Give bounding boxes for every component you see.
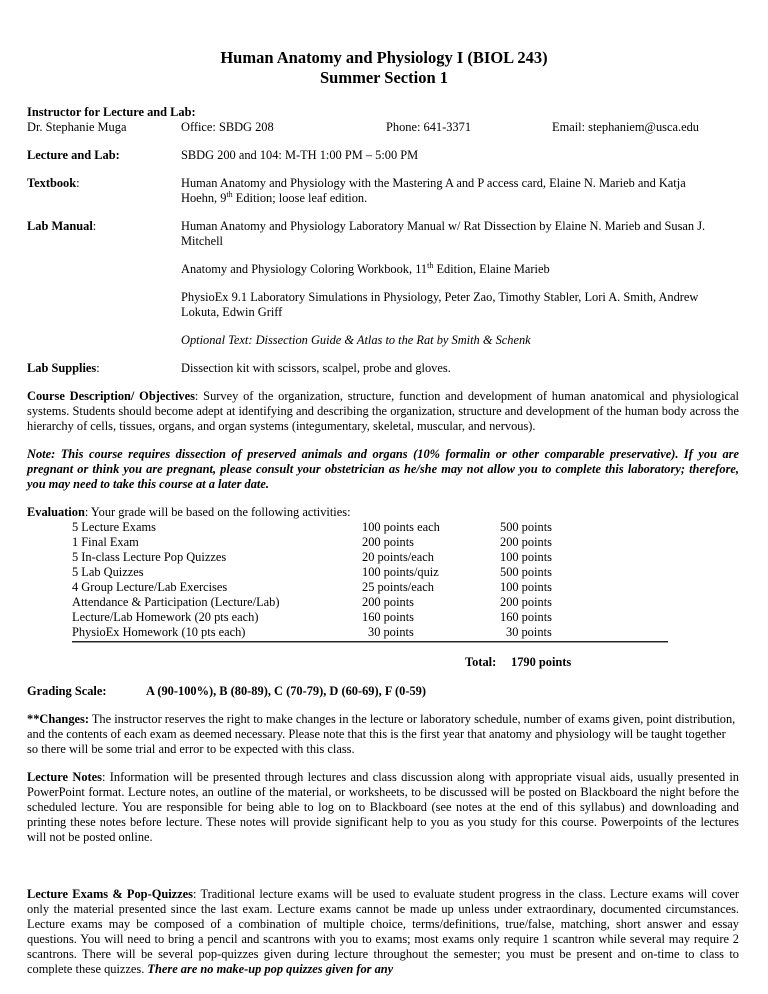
textbook-line-2: Hoehn, 9th Edition; loose leaf edition. <box>181 189 368 205</box>
optional-text: Optional Text: Dissection Guide & Atlas to the Rat by Smith & Schenk <box>181 333 531 347</box>
lab-manual-line-1: Human Anatomy and Physiology Laboratory Manual w/ Rat Dissection by Elaine N. Marieb and Susan J. <box>181 219 706 233</box>
grading-scale-value: A (90-100%), B (80-89), C (70-79), D (60-69), F (0-59) <box>146 684 426 698</box>
eval-points: 100 points each <box>362 520 440 534</box>
eval-item: PhysioEx Homework (10 pts each) <box>72 625 246 639</box>
eval-total: 100 points <box>500 550 552 564</box>
eval-item: 4 Group Lecture/Lab Exercises <box>72 580 228 594</box>
physioex-line-2: Lokuta, Edwin Griff <box>181 305 283 319</box>
eval-points: 30 points <box>368 625 414 639</box>
coloring-workbook: Anatomy and Physiology Coloring Workbook, 11th Edition, Elaine Marieb <box>181 260 550 276</box>
eval-item: Attendance & Participation (Lecture/Lab) <box>72 595 280 609</box>
lecture-notes-paragraph: Lecture Notes: Information will be presented through lectures and class discussion along with appropriate visual aids, usually presented in PowerPoint format. Lecture notes, an outline of the material, or worksheets, to be discussed will be posted on Blackboard the night before the scheduled lecture. You are responsible for being able to log on to Blackboard (see notes at the end of this syllabus) and downloading and printing these notes before lecture. These notes will provide significant help to you as you study for this course. Powerpoints of the lectures will not be posted online. <box>27 770 739 844</box>
course-description: Course Description/ Objectives: Survey of the organization, structure, function and development of human anatomical and physiological systems. Students should become adept at identifying and describing the organization, structure and development of the human body across the hierarchy of cells, tissues, organs, and organ systems (integumentary, skeletal, muscular, and nervous). <box>27 389 739 433</box>
eval-total: 500 points <box>500 565 552 579</box>
eval-item: 1 Final Exam <box>72 535 139 549</box>
textbook-label: Textbook: <box>27 176 80 190</box>
grading-scale-label: Grading Scale: <box>27 684 107 698</box>
lab-manual-line-2: Mitchell <box>181 234 223 248</box>
instructor-heading: Instructor for Lecture and Lab: <box>27 105 196 119</box>
lecture-lab-value: SBDG 200 and 104: M-TH 1:00 PM – 5:00 PM <box>181 148 419 162</box>
eval-item: Lecture/Lab Homework (20 pts each) <box>72 610 259 624</box>
eval-points: 100 points/quiz <box>362 565 439 579</box>
changes-paragraph: **Changes: The instructor reserves the right to make changes in the lecture or laboratory schedule, number of exams given, point distribution, and the contents of each exam as deemed necessary. Please note that this is the first year that anatomy and physiology will be taught together so there will be some trial and error to be expected with this class. <box>27 712 736 756</box>
total-label: Total: <box>465 655 497 669</box>
eval-total: 200 points <box>500 535 552 549</box>
lecture-lab-label: Lecture and Lab: <box>27 148 120 162</box>
evaluation-divider <box>72 641 668 642</box>
eval-points: 20 points/each <box>362 550 434 564</box>
eval-item: 5 Lecture Exams <box>72 520 156 534</box>
eval-total: 160 points <box>500 610 552 624</box>
eval-total: 500 points <box>500 520 552 534</box>
instructor-name: Dr. Stephanie Muga <box>27 120 127 134</box>
eval-points: 200 points <box>362 535 414 549</box>
course-section: Summer Section 1 <box>319 68 449 87</box>
course-title: Human Anatomy and Physiology I (BIOL 243) <box>220 48 548 67</box>
eval-total: 30 points <box>506 625 552 639</box>
eval-points: 25 points/each <box>362 580 434 594</box>
instructor-phone: Phone: 641-3371 <box>386 120 472 134</box>
lab-manual-label: Lab Manual: <box>27 219 97 233</box>
lab-supplies-value: Dissection kit with scissors, scalpel, probe and gloves. <box>181 361 451 375</box>
instructor-email: Email: stephaniem@usca.edu <box>552 120 699 134</box>
textbook-line-1: Human Anatomy and Physiology with the Mastering A and P access card, Elaine N. Marieb and Katja <box>181 176 686 190</box>
eval-points: 200 points <box>362 595 414 609</box>
dissection-note: Note: This course requires dissection of preserved animals and organs (10% formalin or other comparable preservative). If you are pregnant or think you are pregnant, please consult your obstetrician as he/she may not allow you to complete this laboratory; therefore, you may need to take this course at a later date. <box>27 447 739 491</box>
eval-points: 160 points <box>362 610 414 624</box>
lecture-exams-paragraph: Lecture Exams & Pop-Quizzes: Traditional lecture exams will be used to evaluate student progress in the class. Lecture exams will cover only the material presented since the last exam. Lecture exams cannot be made up unless under extraordinary, documented circumstances. Lecture exams may be composed of a combination of multiple choice, terms/definitions, true/false, matching, short answer and essay questions. You will need to bring a pencil and scantrons with you to exams; most exams only require 1 scantron while several may require 2 scantrons. There will be several pop-quizzes given during lecture throughout the semester; you must be present and on-time to class to complete these quizzes. There are no make-up pop quizzes given for any <box>27 887 739 976</box>
instructor-office: Office: SBDG 208 <box>181 120 274 134</box>
eval-total: 100 points <box>500 580 552 594</box>
total-value: 1790 points <box>511 655 572 669</box>
physioex-line-1: PhysioEx 9.1 Laboratory Simulations in Physiology, Peter Zao, Timothy Stabler, Lori A. Smith, Andrew <box>181 290 699 304</box>
evaluation-intro: Evaluation: Your grade will be based on the following activities: <box>27 505 351 519</box>
eval-item: 5 Lab Quizzes <box>72 565 144 579</box>
lab-supplies-label: Lab Supplies: <box>27 361 100 375</box>
eval-item: 5 In-class Lecture Pop Quizzes <box>72 550 227 564</box>
eval-total: 200 points <box>500 595 552 609</box>
